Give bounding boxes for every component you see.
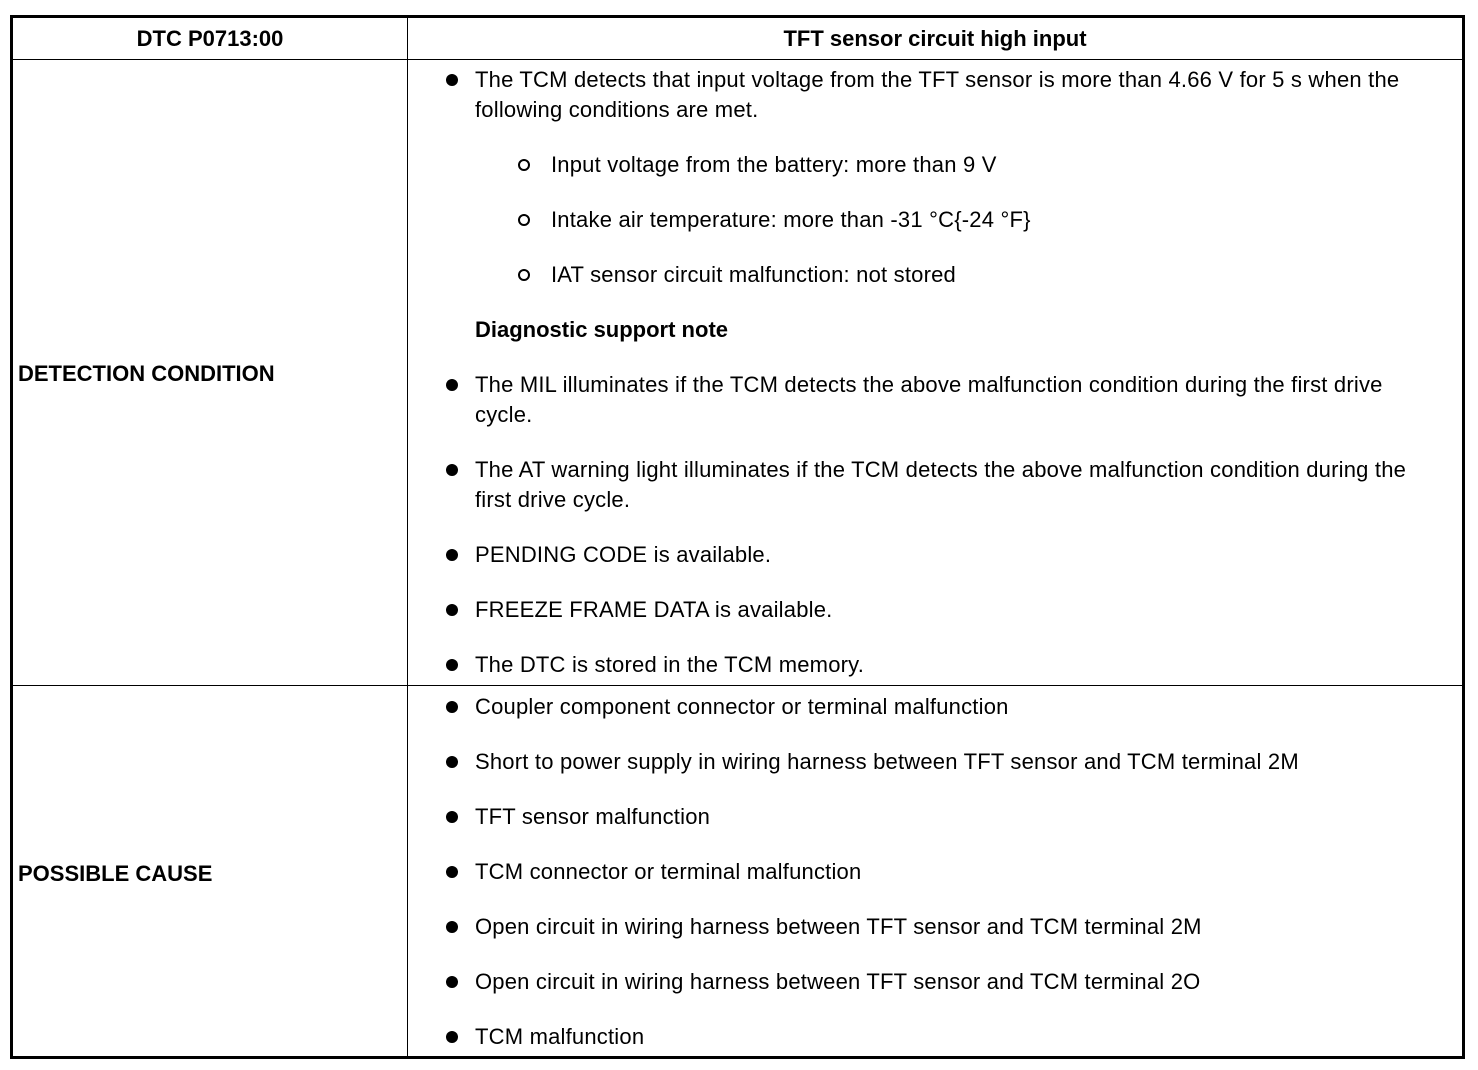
bullet-icon bbox=[446, 866, 458, 878]
sub-condition-item bbox=[551, 205, 1411, 235]
header-divider bbox=[13, 59, 1462, 60]
dtc-title-header: TFT sensor circuit high input bbox=[783, 26, 1087, 51]
open-circle-bullet-icon bbox=[518, 269, 530, 281]
bullet-icon bbox=[446, 74, 458, 86]
detection-condition-label: DETECTION CONDITION bbox=[18, 361, 275, 386]
note-text: FREEZE FRAME DATA is available. bbox=[475, 597, 833, 622]
cause-text: Coupler component connector or terminal malfunction bbox=[475, 694, 1009, 719]
open-circle-bullet-icon bbox=[518, 159, 530, 171]
note-item bbox=[475, 650, 1415, 680]
cause-text: Open circuit in wiring harness between TFT sensor and TCM terminal 2M bbox=[475, 914, 1202, 939]
sub-condition-text: IAT sensor circuit malfunction: not stored bbox=[551, 262, 956, 287]
note-item bbox=[475, 370, 1415, 430]
cause-item bbox=[475, 967, 1415, 997]
dtc-code-header: DTC P0713:00 bbox=[136, 26, 284, 51]
cause-item bbox=[475, 857, 1415, 887]
note-text: PENDING CODE is available. bbox=[475, 542, 772, 567]
cause-text: TFT sensor malfunction bbox=[475, 804, 711, 829]
cause-item bbox=[475, 692, 1415, 722]
bullet-icon bbox=[446, 701, 458, 713]
note-item bbox=[475, 455, 1415, 515]
note-item bbox=[475, 540, 1415, 570]
column-divider bbox=[407, 18, 408, 1056]
detection-main-condition bbox=[475, 65, 1415, 125]
note-text: The MIL illuminates if the TCM detects the above malfunction condition during the first drive cycle. bbox=[475, 372, 1383, 427]
row-divider bbox=[13, 685, 1462, 686]
cause-item bbox=[475, 747, 1415, 777]
possible-cause-label: POSSIBLE CAUSE bbox=[18, 861, 213, 886]
sub-condition-item bbox=[551, 260, 1411, 290]
sub-condition-text: Input voltage from the battery: more than 9 V bbox=[551, 152, 997, 177]
bullet-icon bbox=[446, 604, 458, 616]
bullet-icon bbox=[446, 976, 458, 988]
bullet-icon bbox=[446, 1031, 458, 1043]
cause-text: TCM malfunction bbox=[475, 1024, 645, 1049]
bullet-icon bbox=[446, 549, 458, 561]
open-circle-bullet-icon bbox=[518, 214, 530, 226]
note-text: The DTC is stored in the TCM memory. bbox=[475, 652, 865, 677]
cause-text: Open circuit in wiring harness between TFT sensor and TCM terminal 2O bbox=[475, 969, 1201, 994]
cause-item bbox=[475, 802, 1415, 832]
cause-text: TCM connector or terminal malfunction bbox=[475, 859, 862, 884]
bullet-icon bbox=[446, 811, 458, 823]
bullet-icon bbox=[446, 756, 458, 768]
note-item bbox=[475, 595, 1415, 625]
bullet-icon bbox=[446, 464, 458, 476]
detection-main-condition-text: The TCM detects that input voltage from the TFT sensor is more than 4.66 V for 5 s when the following conditions are met. bbox=[475, 67, 1400, 122]
sub-condition-text: Intake air temperature: more than -31 °C{-24 °F} bbox=[551, 207, 1031, 232]
diagnostic-support-note-title: Diagnostic support note bbox=[475, 317, 728, 342]
cause-item bbox=[475, 1022, 1415, 1052]
cause-item bbox=[475, 912, 1415, 942]
cause-text: Short to power supply in wiring harness between TFT sensor and TCM terminal 2M bbox=[475, 749, 1299, 774]
sub-condition-item bbox=[551, 150, 1411, 180]
bullet-icon bbox=[446, 379, 458, 391]
bullet-icon bbox=[446, 659, 458, 671]
bullet-icon bbox=[446, 921, 458, 933]
note-text: The AT warning light illuminates if the TCM detects the above malfunction condition during the first drive cycle. bbox=[475, 457, 1407, 512]
